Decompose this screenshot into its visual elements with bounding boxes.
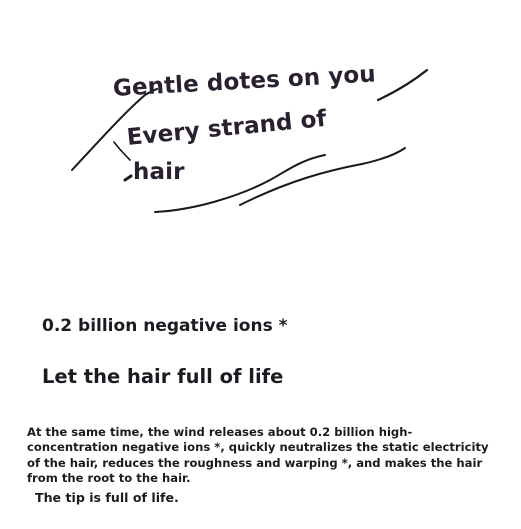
slogan-heading: Let the hair full of life (42, 365, 284, 388)
hair-strand-stroke (125, 176, 131, 180)
feature-description: At the same time, the wind releases about 0.2 billion high-concentration negative ions *, quickly neutralizes the static electricity of the hair, reduces the roughness and warping *, and makes the hair from the root to the hair. (27, 425, 489, 485)
hair-strand-stroke (378, 70, 427, 100)
negative-ions-heading: 0.2 billion negative ions * (42, 316, 288, 336)
headline-line-3: hair (133, 159, 185, 185)
headline-line-2: Every strand of (125, 105, 328, 151)
headline-line-1: Gentle dotes on you (112, 61, 377, 102)
tip-caption: The tip is full of life. (35, 490, 179, 505)
